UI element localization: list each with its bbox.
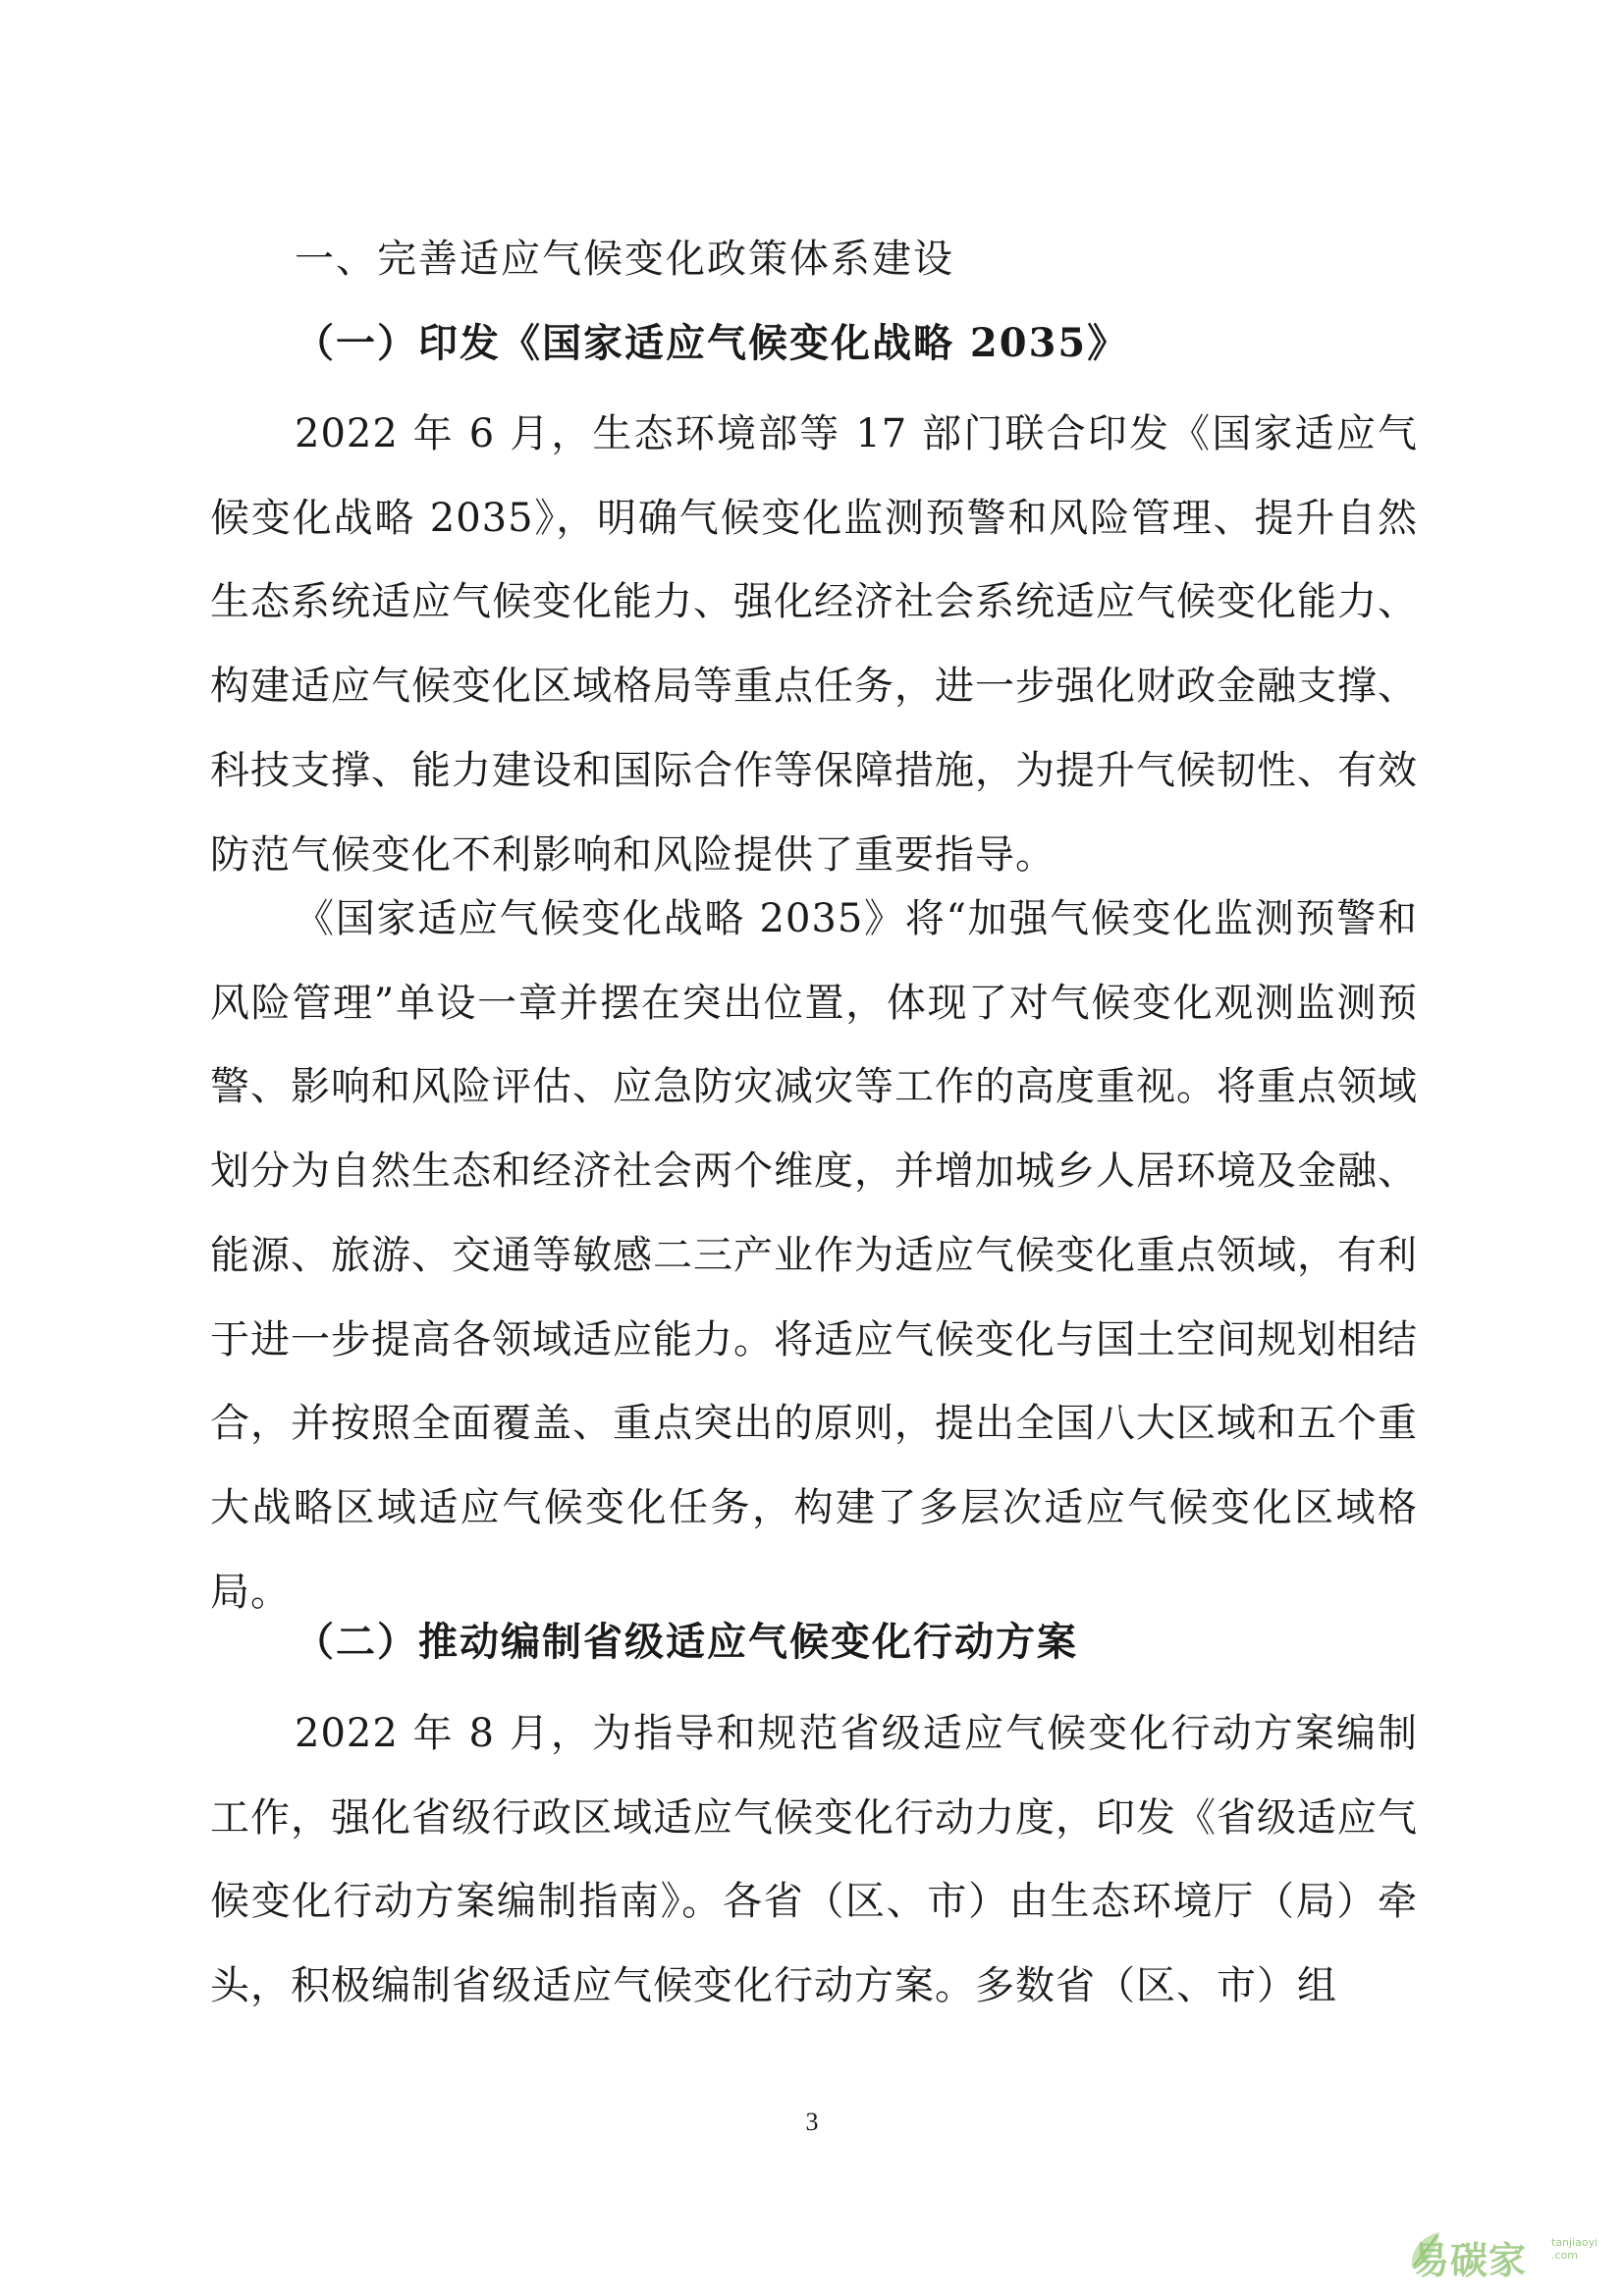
page-number: 3 <box>805 2108 819 2136</box>
watermark-domain-line2: .com <box>1551 2249 1578 2262</box>
section-1-paragraph-2: 《国家适应气候变化战略 2035》将“加强气候变化监测预警和风险管理”单设一章并摆在突出位置，体现了对气候变化观测监测预警、影响和风险评估、应急防灾减灾等工作的高度重视。将重点领域划分为自然生态和经济社会两个维度，并增加城乡人居环境及金融、能源、旅游、交通等敏感二三产业作为适应气候变化重点领域，有利于进一步提高各领域适应能力。将适应气候变化与国土空间规划相结合，并按照全面覆盖、重点突出的原则，提出全国八大区域和五个重大战略区域适应气候变化任务，构建了多层次适应气候变化区域格局。 <box>210 896 1418 1615</box>
section-2-paragraph-1: 2022 年 8 月，为指导和规范省级适应气候变化行动方案编制工作，强化省级行政区域适应气候变化行动力度，印发《省级适应气候变化行动方案编制指南》。各省（区、市）由生态环境厅（局）牵头，积极编制省级适应气候变化行动方案。多数省（区、市）组 <box>210 1711 1418 2009</box>
section-1-paragraph-1: 2022 年 6 月，生态环境部等 17 部门联合印发《国家适应气候变化战略 2035》，明确气候变化监测预警和风险管理、提升自然生态系统适应气候变化能力、强化经济社会系统适应气候变化能力、构建适应气候变化区域格局等重点任务，进一步强化财政金融支撑、科技支撑、能力建设和国际合作等保障措施，为提升气候韧性、有效防范气候变化不利影响和风险提供了重要指导。 <box>210 411 1418 878</box>
watermark-domain-line1: tanjiaoyi <box>1551 2236 1598 2249</box>
chapter-heading: 一、完善适应气候变化政策体系建设 <box>295 237 954 282</box>
watermark-domain <box>1551 2236 1597 2262</box>
section-1-title: （一）印发《国家适应气候变化战略 2035》 <box>295 320 1129 366</box>
watermark-text: 易碳家 <box>1412 2239 1528 2282</box>
section-2-title: （二）推动编制省级适应气候变化行动方案 <box>295 1619 1078 1665</box>
site-watermark <box>1406 2228 1602 2282</box>
